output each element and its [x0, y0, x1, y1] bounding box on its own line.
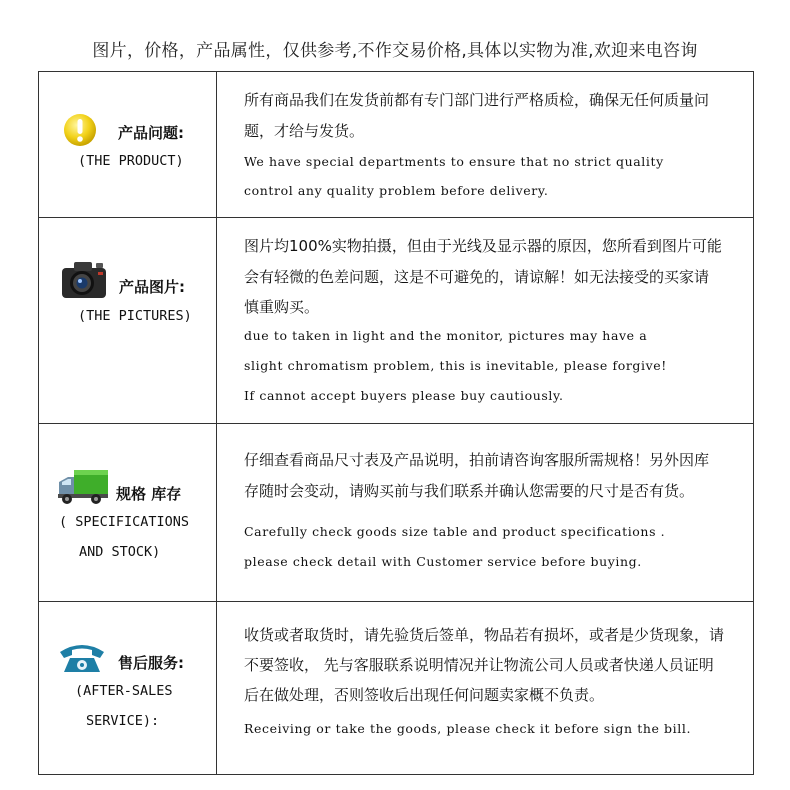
section-label-en: ( SPECIFICATIONS [59, 514, 190, 530]
cn-text-line: 收货或者取货时，请先验货后签单，物品若有损坏，或者是少货现象，请 [244, 626, 725, 644]
cn-text-line: 存随时会变动，请购买前与我们联系并确认您需要的尺寸是否有货。 [244, 482, 695, 500]
telephone-icon [58, 642, 106, 674]
section-label-en: AND STOCK) [79, 544, 161, 560]
cn-text-line: 慎重购买。 [244, 298, 320, 316]
section-label-cell [39, 218, 217, 423]
camera-icon [60, 260, 108, 300]
cn-text-line: 仔细查看商品尺寸表及产品说明，拍前请咨询客服所需规格！另外因库 [244, 451, 710, 469]
section-label-cn: 产品问题: [118, 124, 184, 142]
en-text-line: please check detail with Customer service before buying. [244, 554, 642, 569]
cn-text-line: 不要签收， 先与客服联系说明情况并让物流公司人员或者快递人员证明 [244, 656, 714, 674]
section-content-cell [217, 72, 753, 217]
section-content-cell [217, 424, 753, 601]
section-label-cn: 产品图片: [119, 278, 185, 296]
section-label-cell [39, 602, 217, 774]
section-product [39, 72, 753, 218]
info-table [38, 71, 754, 775]
section-after-sales [39, 602, 753, 774]
section-label-cn: 规格 库存 [116, 485, 182, 503]
section-label-en: (THE PRODUCT) [78, 153, 184, 169]
en-text-line: If cannot accept buyers please buy cautiously. [244, 388, 564, 403]
section-label-cell [39, 424, 217, 601]
section-content-cell [217, 218, 753, 423]
cn-text-line: 所有商品我们在发货前都有专门部门进行严格质检，确保无任何质量问 [244, 91, 710, 109]
en-text-line: control any quality problem before delivery. [244, 183, 549, 198]
page-title: 图片，价格，产品属性，仅供参考,不作交易价格,具体以实物为准,欢迎来电咨询 [92, 41, 698, 61]
en-text-line: slight chromatism problem, this is inevitable, please forgive! [244, 358, 667, 373]
en-text-line: Carefully check goods size table and product specifications . [244, 524, 666, 539]
section-content-cell [217, 602, 753, 774]
cn-text-line: 图片均100%实物拍摄，但由于光线及显示器的原因，您所看到图片可能 [244, 237, 722, 255]
section-label-cell [39, 72, 217, 217]
cn-text-line: 会有轻微的色差问题，这是不可避免的，请谅解！如无法接受的买家请 [244, 268, 710, 286]
en-text-line: Receiving or take the goods, please check it before sign the bill. [244, 721, 692, 736]
en-text-line: due to taken in light and the monitor, pictures may have a [244, 328, 648, 343]
section-label-en: SERVICE): [86, 713, 160, 729]
section-specifications [39, 424, 753, 602]
cn-text-line: 后在做处理，否则签收后出现任何问题卖家概不负责。 [244, 686, 605, 704]
exclamation-icon [63, 113, 97, 147]
cn-text-line: 题，才给与发货。 [244, 122, 365, 140]
delivery-truck-icon [56, 468, 110, 506]
section-label-cn: 售后服务: [118, 654, 184, 672]
section-label-en: (THE PICTURES) [78, 308, 192, 324]
section-label-en: (AFTER-SALES [75, 683, 173, 699]
en-text-line: We have special departments to ensure that no strict quality [244, 154, 664, 169]
section-pictures [39, 218, 753, 424]
